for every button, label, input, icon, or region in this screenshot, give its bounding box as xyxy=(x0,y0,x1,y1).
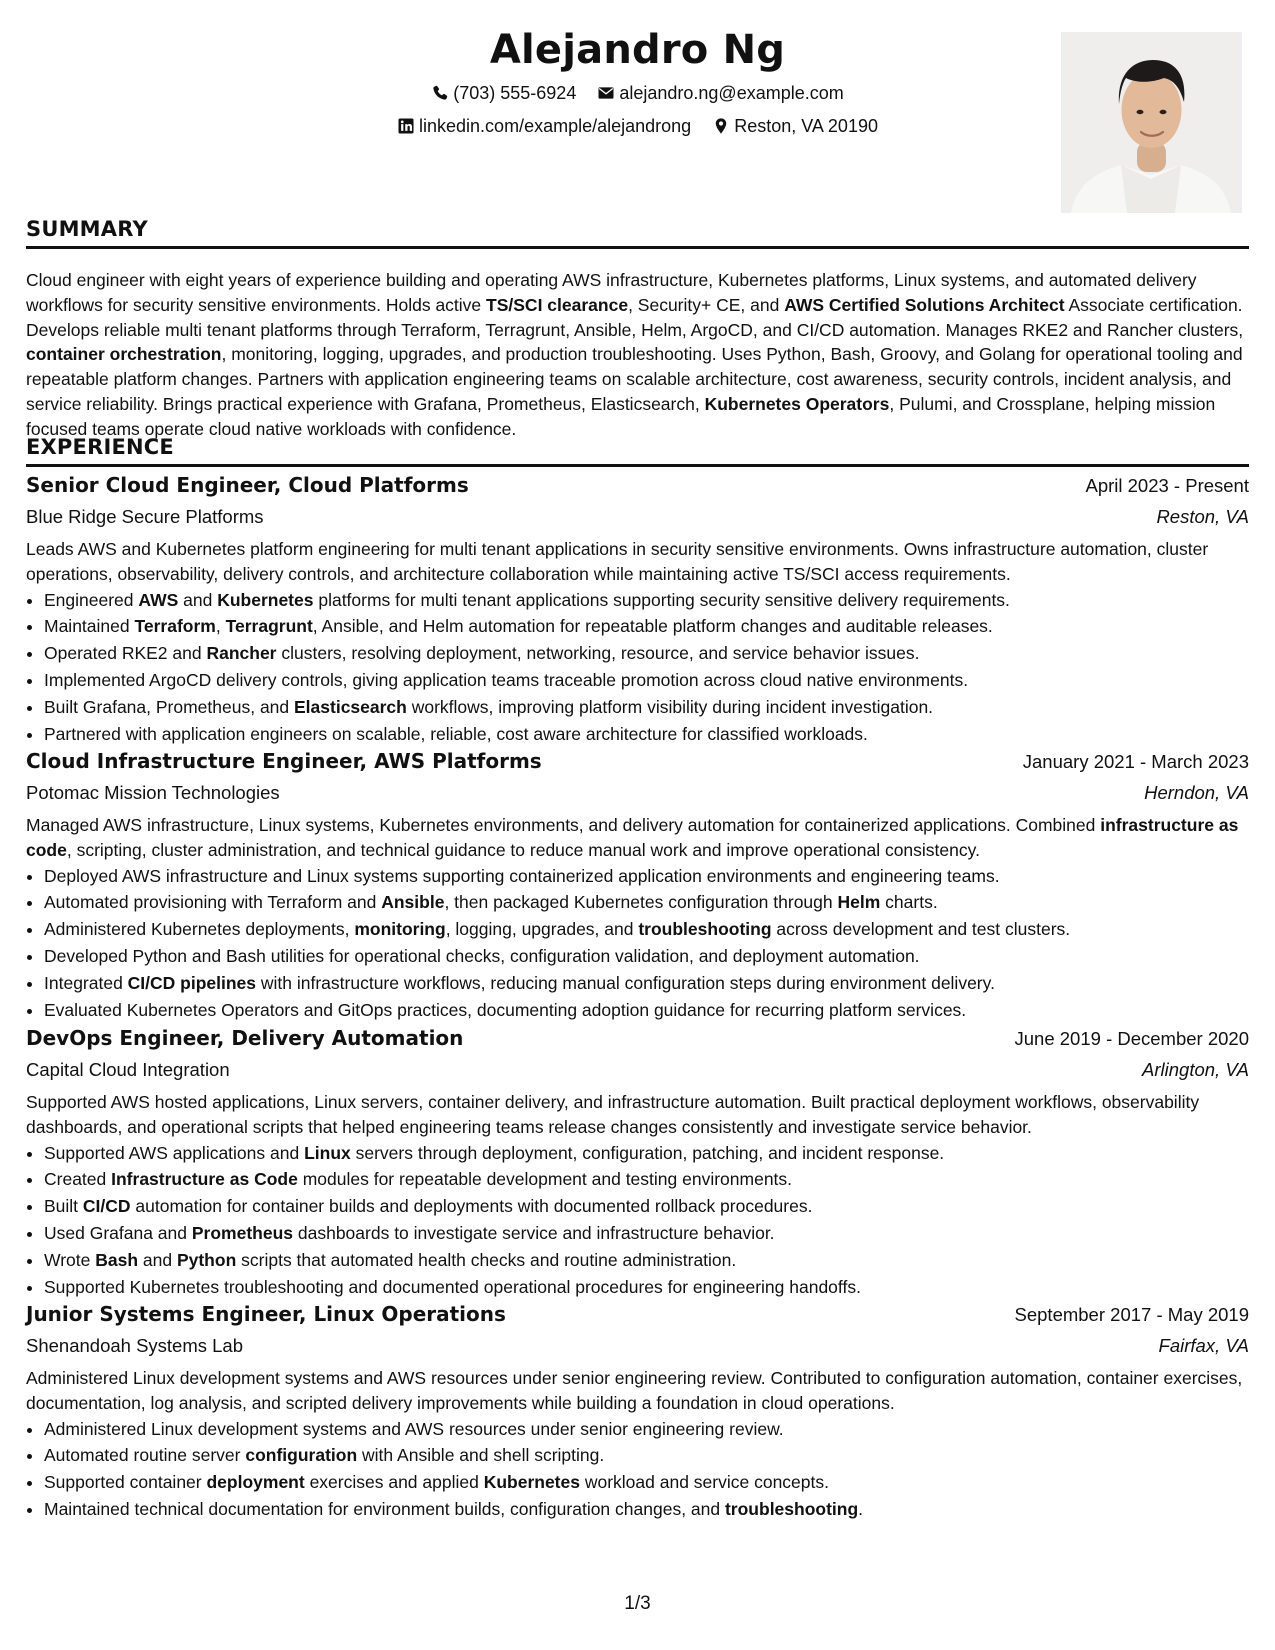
phone-number: (703) 555-6924 xyxy=(453,83,577,103)
job-title: Senior Cloud Engineer, Cloud Platforms xyxy=(26,473,469,497)
location-contact xyxy=(712,111,878,141)
text-run: scripts that automated health checks and routine administration. xyxy=(236,1249,737,1270)
bold-keyword: Elasticsearch xyxy=(294,696,407,717)
text-run: platforms for multi tenant applications supporting security sensitive delivery requirements. xyxy=(313,589,1010,610)
job-dates: April 2023 - Present xyxy=(1085,475,1249,496)
job-location: Arlington, VA xyxy=(1142,1059,1249,1080)
profile-photo xyxy=(1061,32,1242,213)
bullet-item xyxy=(44,721,1249,748)
bold-keyword: Bash xyxy=(95,1249,139,1270)
text-run: Administered Kubernetes deployments, xyxy=(44,919,355,940)
candidate-name: Alejandro Ng xyxy=(489,27,786,73)
bullet-item xyxy=(44,640,1249,667)
text-run: , xyxy=(215,616,226,637)
text-run: with infrastructure workflows, reducing manual configuration steps during environment delivery. xyxy=(256,972,995,993)
text-run: , Ansible, and Helm automation for repeatable platform changes and auditable releases. xyxy=(312,616,993,637)
bullet-item xyxy=(44,863,1249,890)
text-run: Managed AWS infrastructure, Linux systems, Kubernetes environments, and delivery automation for containerized applications. Combined xyxy=(26,815,1101,835)
bold-keyword: Kubernetes xyxy=(483,1472,580,1493)
bold-keyword: configuration xyxy=(245,1445,358,1466)
bold-keyword: Terraform xyxy=(134,616,216,637)
job-bullets xyxy=(26,587,1249,748)
experience-heading: EXPERIENCE xyxy=(26,432,1249,467)
page-number: 1/3 xyxy=(624,1593,651,1614)
bullet-item xyxy=(44,1469,1249,1496)
bullet-item xyxy=(44,587,1249,614)
job-bullets xyxy=(26,1140,1249,1301)
job-title: DevOps Engineer, Delivery Automation xyxy=(26,1026,464,1050)
job-entry xyxy=(26,1023,1249,1300)
bold-keyword: Linux xyxy=(304,1142,351,1163)
text-run: Supported AWS applications and xyxy=(44,1142,305,1163)
bullet-item xyxy=(44,916,1249,943)
text-run: charts. xyxy=(880,892,938,913)
text-run: , Security+ CE, and xyxy=(628,294,785,315)
text-run: Wrote xyxy=(44,1249,96,1270)
bold-keyword: deployment xyxy=(206,1472,305,1493)
company-name: Blue Ridge Secure Platforms xyxy=(26,506,264,527)
text-run: Supported container xyxy=(44,1472,207,1493)
bold-keyword: Terragrunt xyxy=(225,616,313,637)
bullet-item xyxy=(44,1220,1249,1247)
text-run: Built Grafana, Prometheus, and xyxy=(44,696,294,717)
phone-contact xyxy=(431,78,576,108)
text-run: Developed Python and Bash utilities for operational checks, configuration validation, and deployment automation. xyxy=(44,945,920,966)
bullet-item xyxy=(44,1166,1249,1193)
bullet-item xyxy=(44,1193,1249,1220)
bullet-item xyxy=(44,613,1249,640)
text-run: Supported Kubernetes troubleshooting and documented operational procedures for engineering handoffs. xyxy=(44,1276,861,1297)
company-name: Shenandoah Systems Lab xyxy=(26,1335,244,1356)
text-run: Evaluated Kubernetes Operators and GitOps practices, documenting adoption guidance for recurring platform services. xyxy=(44,999,967,1020)
bullet-item xyxy=(44,694,1249,721)
text-run: Implemented ArgoCD delivery controls, giving application teams traceable promotion across cloud native environments. xyxy=(44,669,969,690)
bullet-item xyxy=(44,1416,1249,1443)
envelope-icon xyxy=(597,84,615,102)
bold-keyword: CI/CD pipelines xyxy=(127,972,257,993)
text-run: Administered Linux development systems and AWS resources under senior engineering review. xyxy=(44,1418,784,1439)
bullet-item xyxy=(44,970,1249,997)
bullet-item xyxy=(44,997,1249,1024)
bold-keyword: AWS Certified Solutions Architect xyxy=(784,294,1065,315)
job-description xyxy=(26,1366,1249,1416)
job-dates: September 2017 - May 2019 xyxy=(1014,1304,1249,1325)
text-run: Built xyxy=(44,1196,83,1217)
text-run: Created xyxy=(44,1169,112,1190)
map-pin-icon xyxy=(712,117,730,135)
job-title: Junior Systems Engineer, Linux Operations xyxy=(26,1302,506,1326)
company-name: Potomac Mission Technologies xyxy=(26,782,280,803)
bullet-item xyxy=(44,943,1249,970)
text-run: , then packaged Kubernetes configuration through xyxy=(444,892,838,913)
email-contact[interactable] xyxy=(597,78,843,108)
text-run: modules for repeatable development and testing environments. xyxy=(297,1169,793,1190)
text-run: Partnered with application engineers on scalable, reliable, cost aware architecture for classified workloads. xyxy=(44,723,868,744)
job-bullets xyxy=(26,863,1249,1024)
job-entry xyxy=(26,1299,1249,1523)
text-run: workflows, improving platform visibility during incident investigation. xyxy=(406,696,934,717)
bold-keyword: troubleshooting xyxy=(638,919,772,940)
job-description xyxy=(26,537,1249,587)
text-run: dashboards to investigate service and infrastructure behavior. xyxy=(293,1222,775,1243)
bold-keyword: CI/CD xyxy=(82,1196,131,1217)
linkedin-icon xyxy=(397,117,415,135)
email-address[interactable]: alejandro.ng@example.com xyxy=(619,83,844,103)
text-run: Automated provisioning with Terraform and xyxy=(44,892,382,913)
text-run: Maintained xyxy=(44,616,135,637)
bullet-item xyxy=(44,1247,1249,1274)
text-run: and xyxy=(138,1249,177,1270)
text-run: , logging, upgrades, and xyxy=(445,919,639,940)
text-run: Deployed AWS infrastructure and Linux systems supporting containerized application environments and engineering teams. xyxy=(44,865,1000,886)
text-run: , Pulumi, and Crossplane, helping mission focused teams operate cloud native workloads with confidence. xyxy=(26,393,1216,439)
linkedin-url[interactable]: linkedin.com/example/alejandrong xyxy=(419,116,692,136)
job-location: Herndon, VA xyxy=(1144,782,1249,803)
bold-keyword: Rancher xyxy=(206,643,277,664)
text-run: Cloud engineer with eight years of experience building and operating AWS infrastructure, Kubernetes platforms, Linux systems, and automated delivery workflows for security sensitive environments. Holds active xyxy=(26,270,1197,315)
bold-keyword: infrastructure as code xyxy=(26,815,1239,860)
text-run: clusters, resolving deployment, networking, resource, and service behavior issues. xyxy=(276,643,920,664)
bullet-item xyxy=(44,1140,1249,1167)
job-dates: June 2019 - December 2020 xyxy=(1014,1028,1249,1049)
bold-keyword: Prometheus xyxy=(191,1222,294,1243)
bold-keyword: Kubernetes xyxy=(217,589,314,610)
job-entry xyxy=(26,470,1249,747)
text-run: workload and service concepts. xyxy=(579,1472,830,1493)
text-run: exercises and applied xyxy=(304,1472,484,1493)
bullet-item xyxy=(44,889,1249,916)
text-run: Associate certification. Develops reliable multi tenant platforms through Terraform, Terragrunt, Ansible, Helm, ArgoCD, and CI/CD automation. Manages RKE2 and Rancher clusters, xyxy=(26,294,1244,340)
text-run: servers through deployment, configuration, patching, and incident response. xyxy=(350,1142,945,1163)
text-run: Supported AWS hosted applications, Linux servers, container delivery, and infrastructure automation. Built practical deployment workflows, observability dashboards, and operational scripts that helped engineering teams release changes consistently and investigate service behavior. xyxy=(26,1092,1200,1137)
job-location: Fairfax, VA xyxy=(1158,1335,1249,1356)
bold-keyword: Python xyxy=(176,1249,237,1270)
text-run: Leads AWS and Kubernetes platform engineering for multi tenant applications in security sensitive environments. Owns infrastructure automation, cluster operations, observability, delivery controls, and architecture collaboration while maintaining active TS/SCI access requirements. xyxy=(26,539,1209,584)
text-run: , scripting, cluster administration, and technical guidance to reduce manual work and improve operational consistency. xyxy=(66,839,980,860)
bullet-item xyxy=(44,667,1249,694)
location-text: Reston, VA 20190 xyxy=(734,116,878,136)
job-title: Cloud Infrastructure Engineer, AWS Platforms xyxy=(26,749,542,773)
phone-icon xyxy=(431,84,449,102)
bullet-item xyxy=(44,1496,1249,1523)
text-run: across development and test clusters. xyxy=(771,919,1071,940)
bullet-item xyxy=(44,1274,1249,1301)
bold-keyword: Infrastructure as Code xyxy=(111,1169,298,1190)
job-description xyxy=(26,1090,1249,1140)
text-run: Administered Linux development systems and AWS resources under senior engineering review. Contributed to configuration automation, container exercises, documentation, log analysis, and scripted delivery improvements while building a foundation in cloud operations. xyxy=(26,1368,1243,1413)
job-dates: January 2021 - March 2023 xyxy=(1022,751,1249,772)
bold-keyword: TS/SCI clearance xyxy=(486,294,629,315)
job-location: Reston, VA xyxy=(1156,506,1249,527)
bold-keyword: AWS xyxy=(138,589,179,610)
text-run: Integrated xyxy=(44,972,128,993)
linkedin-contact[interactable] xyxy=(397,111,691,141)
bold-keyword: container orchestration xyxy=(26,344,222,365)
company-name: Capital Cloud Integration xyxy=(26,1059,230,1080)
bold-keyword: Kubernetes Operators xyxy=(704,393,890,414)
bullet-item xyxy=(44,1442,1249,1469)
text-run: Operated RKE2 and xyxy=(44,643,207,664)
text-run: Automated routine server xyxy=(44,1445,246,1466)
text-run: Maintained technical documentation for environment builds, configuration changes, and xyxy=(44,1498,725,1519)
bold-keyword: troubleshooting xyxy=(724,1498,859,1519)
job-description xyxy=(26,813,1249,863)
text-run: and xyxy=(178,589,218,610)
text-run: Used Grafana and xyxy=(44,1222,192,1243)
text-run: automation for container builds and deployments with documented rollback procedures. xyxy=(130,1196,813,1217)
person-portrait-icon xyxy=(1061,32,1242,213)
text-run: . xyxy=(858,1498,864,1519)
bold-keyword: Ansible xyxy=(381,892,445,913)
text-run: with Ansible and shell scripting. xyxy=(357,1445,605,1466)
job-bullets xyxy=(26,1416,1249,1523)
bold-keyword: Helm xyxy=(837,892,881,913)
summary-heading: SUMMARY xyxy=(26,214,1249,249)
text-run: , monitoring, logging, upgrades, and production troubleshooting. Uses Python, Bash, Groovy, and Golang for operational tooling and repeatable platform changes. Partners with application engineering teams on scalable architecture, cost awareness, security controls, incident analysis, and service reliability. Brings practical experience with Grafana, Prometheus, Elasticsearch, xyxy=(26,344,1243,414)
bold-keyword: monitoring xyxy=(354,919,446,940)
summary-text xyxy=(26,268,1251,442)
job-entry xyxy=(26,746,1249,1023)
text-run: Engineered xyxy=(44,589,139,610)
